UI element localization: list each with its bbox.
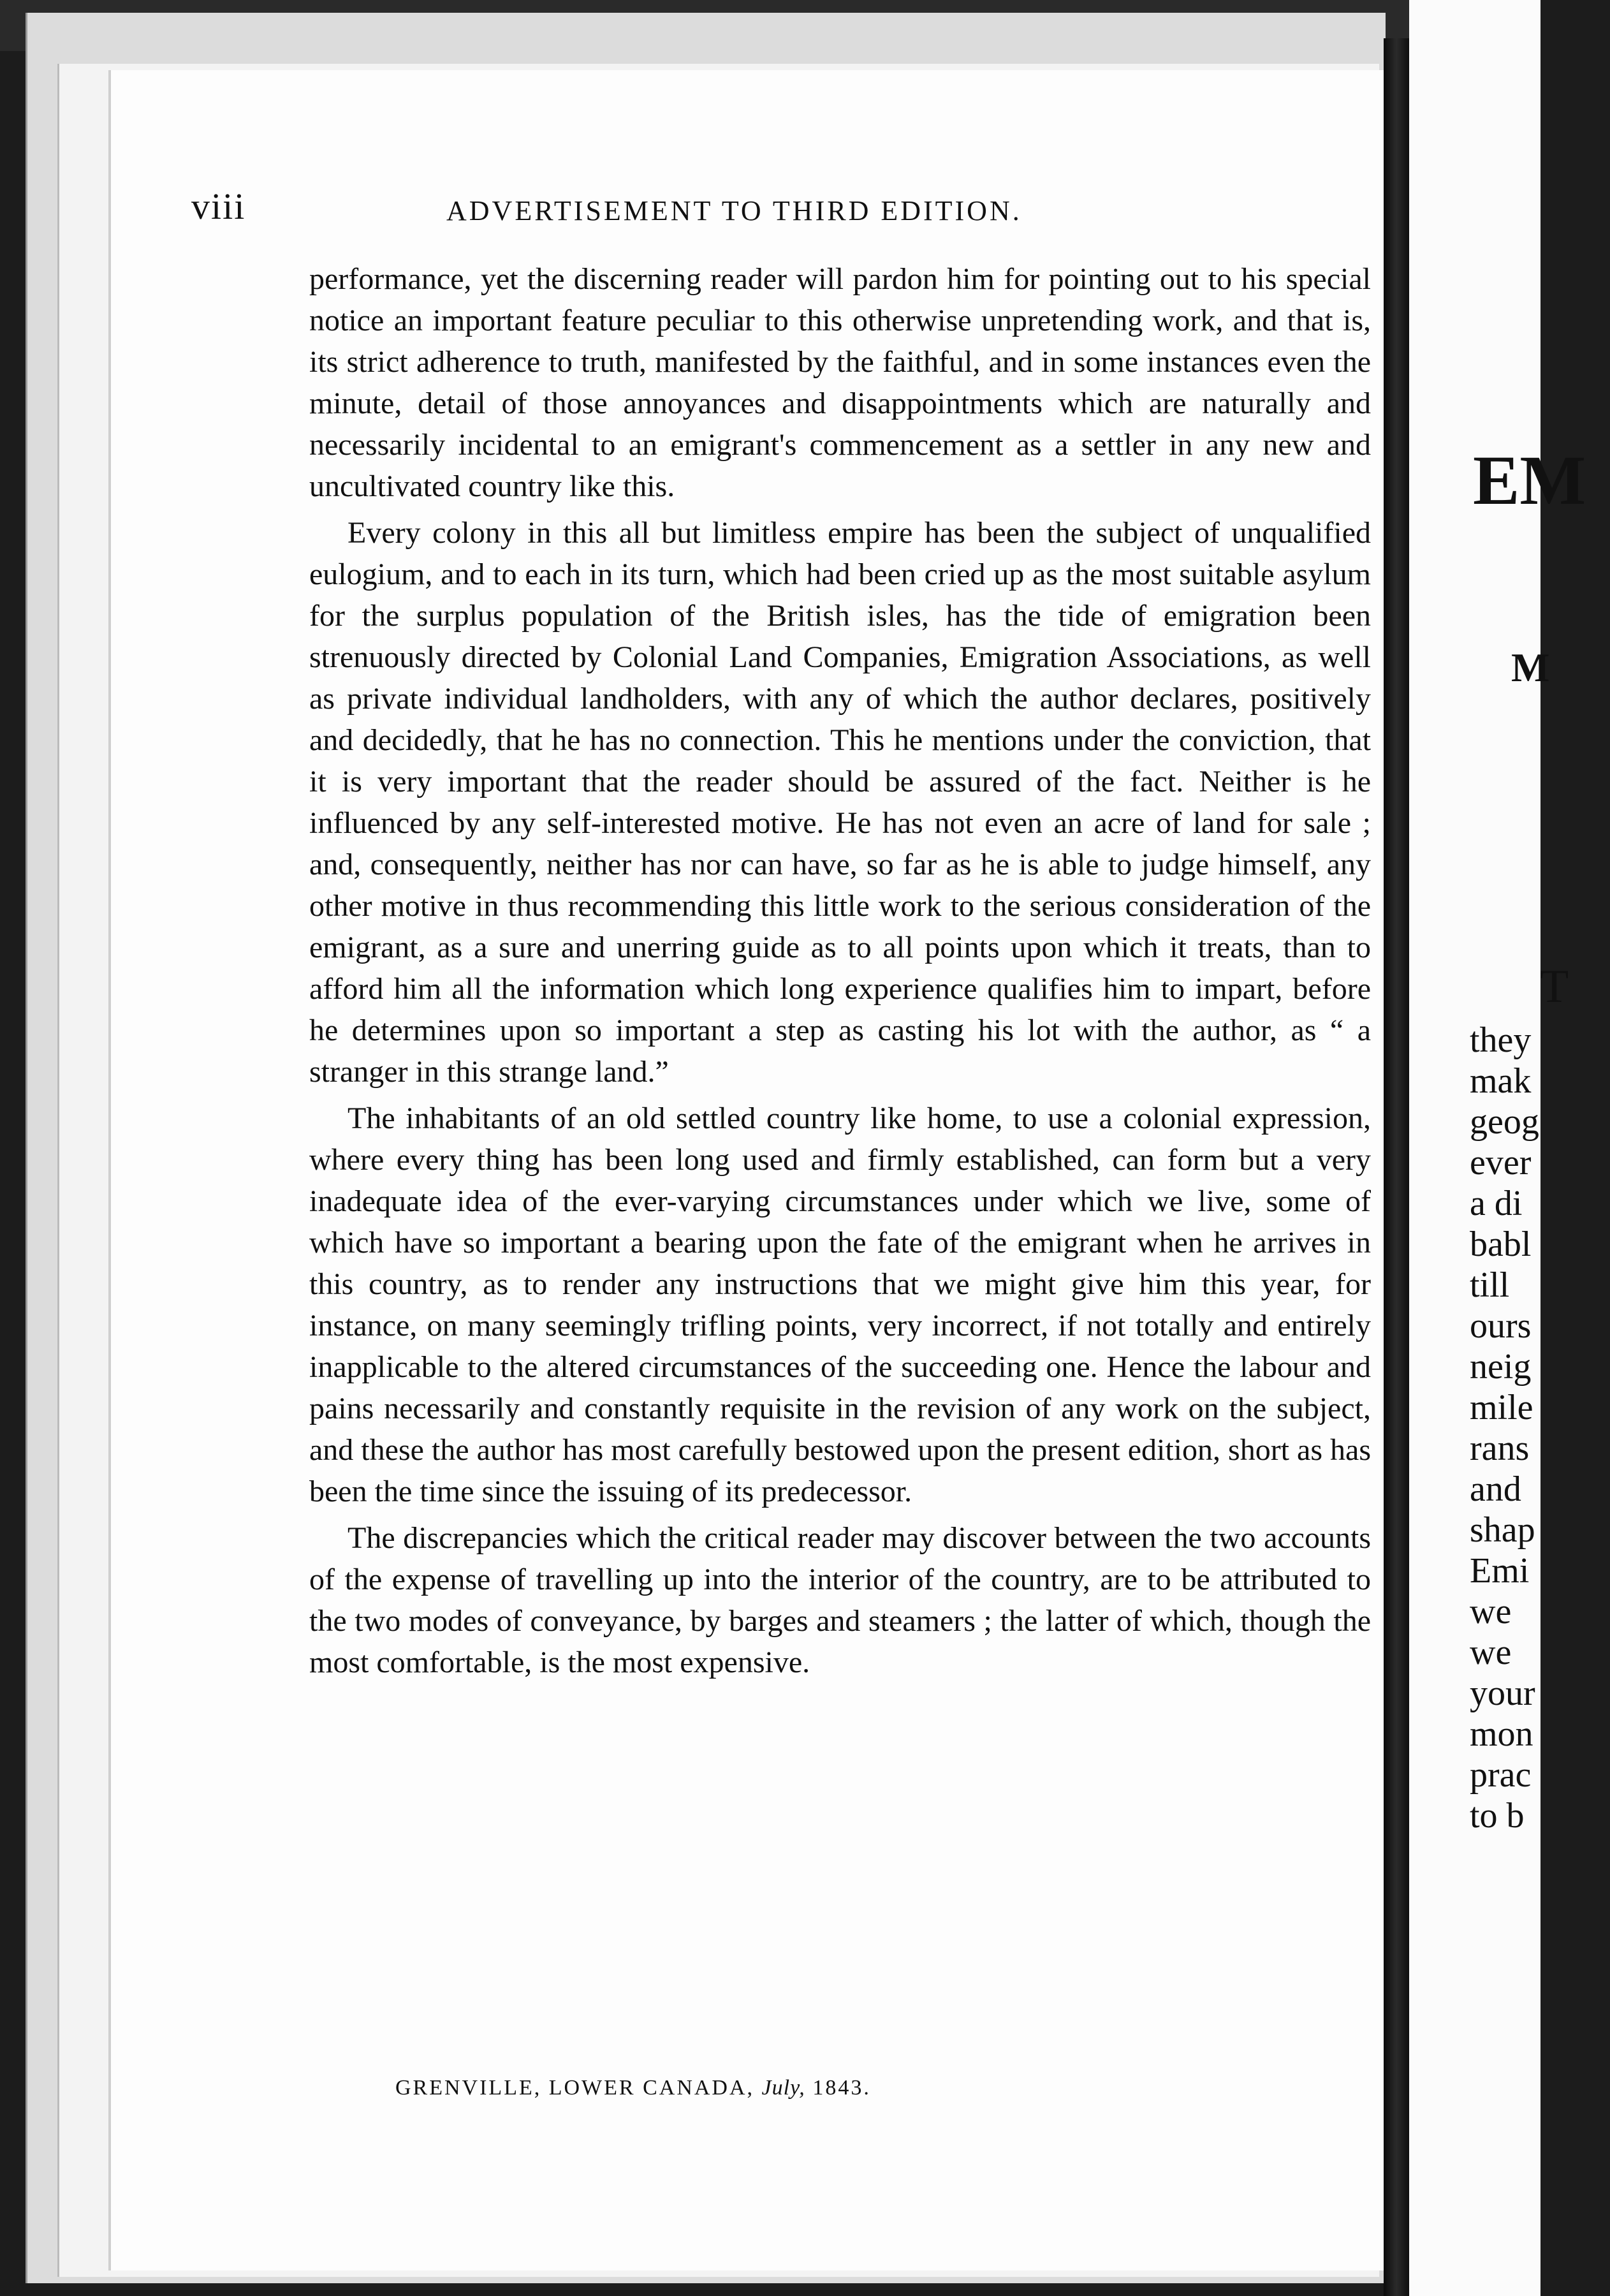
facing-page-line: babl <box>1470 1225 1532 1264</box>
facing-page-line: mile <box>1470 1388 1533 1427</box>
paragraph-4: The discrepancies which the critical reader may discover between the two accounts of the expense of travelling up into the interior of the country, are to be attributed to the two modes of conveyance, by barges and steamers ; the latter of which, though the most comfortable, is the most expensive. <box>309 1521 1371 1679</box>
facing-page-line: your <box>1470 1674 1535 1713</box>
facing-page-line: mon <box>1470 1714 1533 1754</box>
facing-page-line: a di <box>1470 1184 1523 1223</box>
signature-month: July, <box>761 2076 805 2100</box>
body-text <box>309 258 1371 1688</box>
facing-page-title: EM <box>1473 441 1586 519</box>
facing-page-line: ever <box>1470 1143 1532 1182</box>
paragraph-1: performance, yet the discerning reader will pardon him for pointing out to his special notice an important feature peculiar to this otherwise unpretending work, and that is, its strict adherence to truth, manifested by the faithful, and in some instances even the minute, detail of those annoyances and disappointments which are naturally and necessarily incidental to an emigrant's commencement as a settler in any new and uncultivated country like this. <box>309 262 1371 503</box>
facing-page-line: mak <box>1470 1061 1532 1101</box>
running-head: ADVERTISEMENT TO THIRD EDITION. <box>446 195 1022 226</box>
facing-page-line: geog <box>1470 1102 1539 1142</box>
signature-year: 1843. <box>812 2076 871 2100</box>
facing-page-line: neig <box>1470 1347 1532 1387</box>
book-gutter <box>1384 38 1409 2296</box>
facing-page-line: and <box>1470 1469 1521 1509</box>
facing-page-line: Emi <box>1470 1551 1530 1591</box>
facing-page-subtitle: M <box>1511 645 1550 690</box>
facing-page-line: till <box>1470 1265 1510 1305</box>
facing-page-line: rans <box>1470 1429 1530 1468</box>
facing-page-line: prac <box>1470 1755 1532 1795</box>
facing-page-line: we <box>1470 1633 1512 1672</box>
facing-page-line: ours <box>1470 1306 1532 1346</box>
facing-page-line: shap <box>1470 1510 1535 1550</box>
facing-page-fragment <box>1409 0 1586 2296</box>
signature-place: GRENVILLE, LOWER CANADA, <box>395 2076 755 2100</box>
page-number: viii <box>191 186 246 227</box>
signature-line <box>395 2076 1224 2100</box>
paragraph-2: Every colony in this all but limitless empire has been the subject of unqualified eulogium, and to each in its turn, which had been cried up as the most suitable asylum for the surplus population of the British isles, has the tide of emigration been strenuously directed by Colonial Land Companies, Emigration Associations, as well as private individual landholders, with any of which the author declares, positively and decidedly, that he has no connection. This he mentions under the conviction, that it is very important that the reader should be assured of the fact. Neither is he influenced by any self-interested motive. He has not even an acre of land for sale ; and, consequently, neither has nor can have, so far as he is able to judge himself, any other motive in thus recommending this little work to the serious consideration of the emigrant, as a sure and unerring guide as to all points upon which it treats, than to afford him all the information which long experience qualifies him to impart, before he determines upon so important a step as casting his lot with the author, as “ a stranger in this strange land.” <box>309 516 1371 1089</box>
facing-page-dropcap: T <box>1540 960 1569 1013</box>
facing-page-line: they <box>1470 1020 1532 1060</box>
facing-page-line: to b <box>1470 1796 1525 1836</box>
paragraph-3: The inhabitants of an old settled country like home, to use a colonial expression, where every thing has been long used and firmly established, can form but a very inadequate idea of the ever-varying circumstances under which we live, some of which have so important a bearing upon the fate of the emigrant when he arrives in this country, as to render any instructions that we might give him this year, for instance, on many seemingly trifling points, very incorrect, if not totally and entirely inapplicable to the altered circumstances of the succeeding one. Hence the labour and pains necessarily and constantly requisite in the revision of any work on the subject, and these the author has most carefully bestowed upon the present edition, short as has been the time since the issuing of its predecessor. <box>309 1101 1371 1508</box>
facing-page-line: we <box>1470 1592 1512 1631</box>
facing-page-lines <box>1470 960 1610 1836</box>
